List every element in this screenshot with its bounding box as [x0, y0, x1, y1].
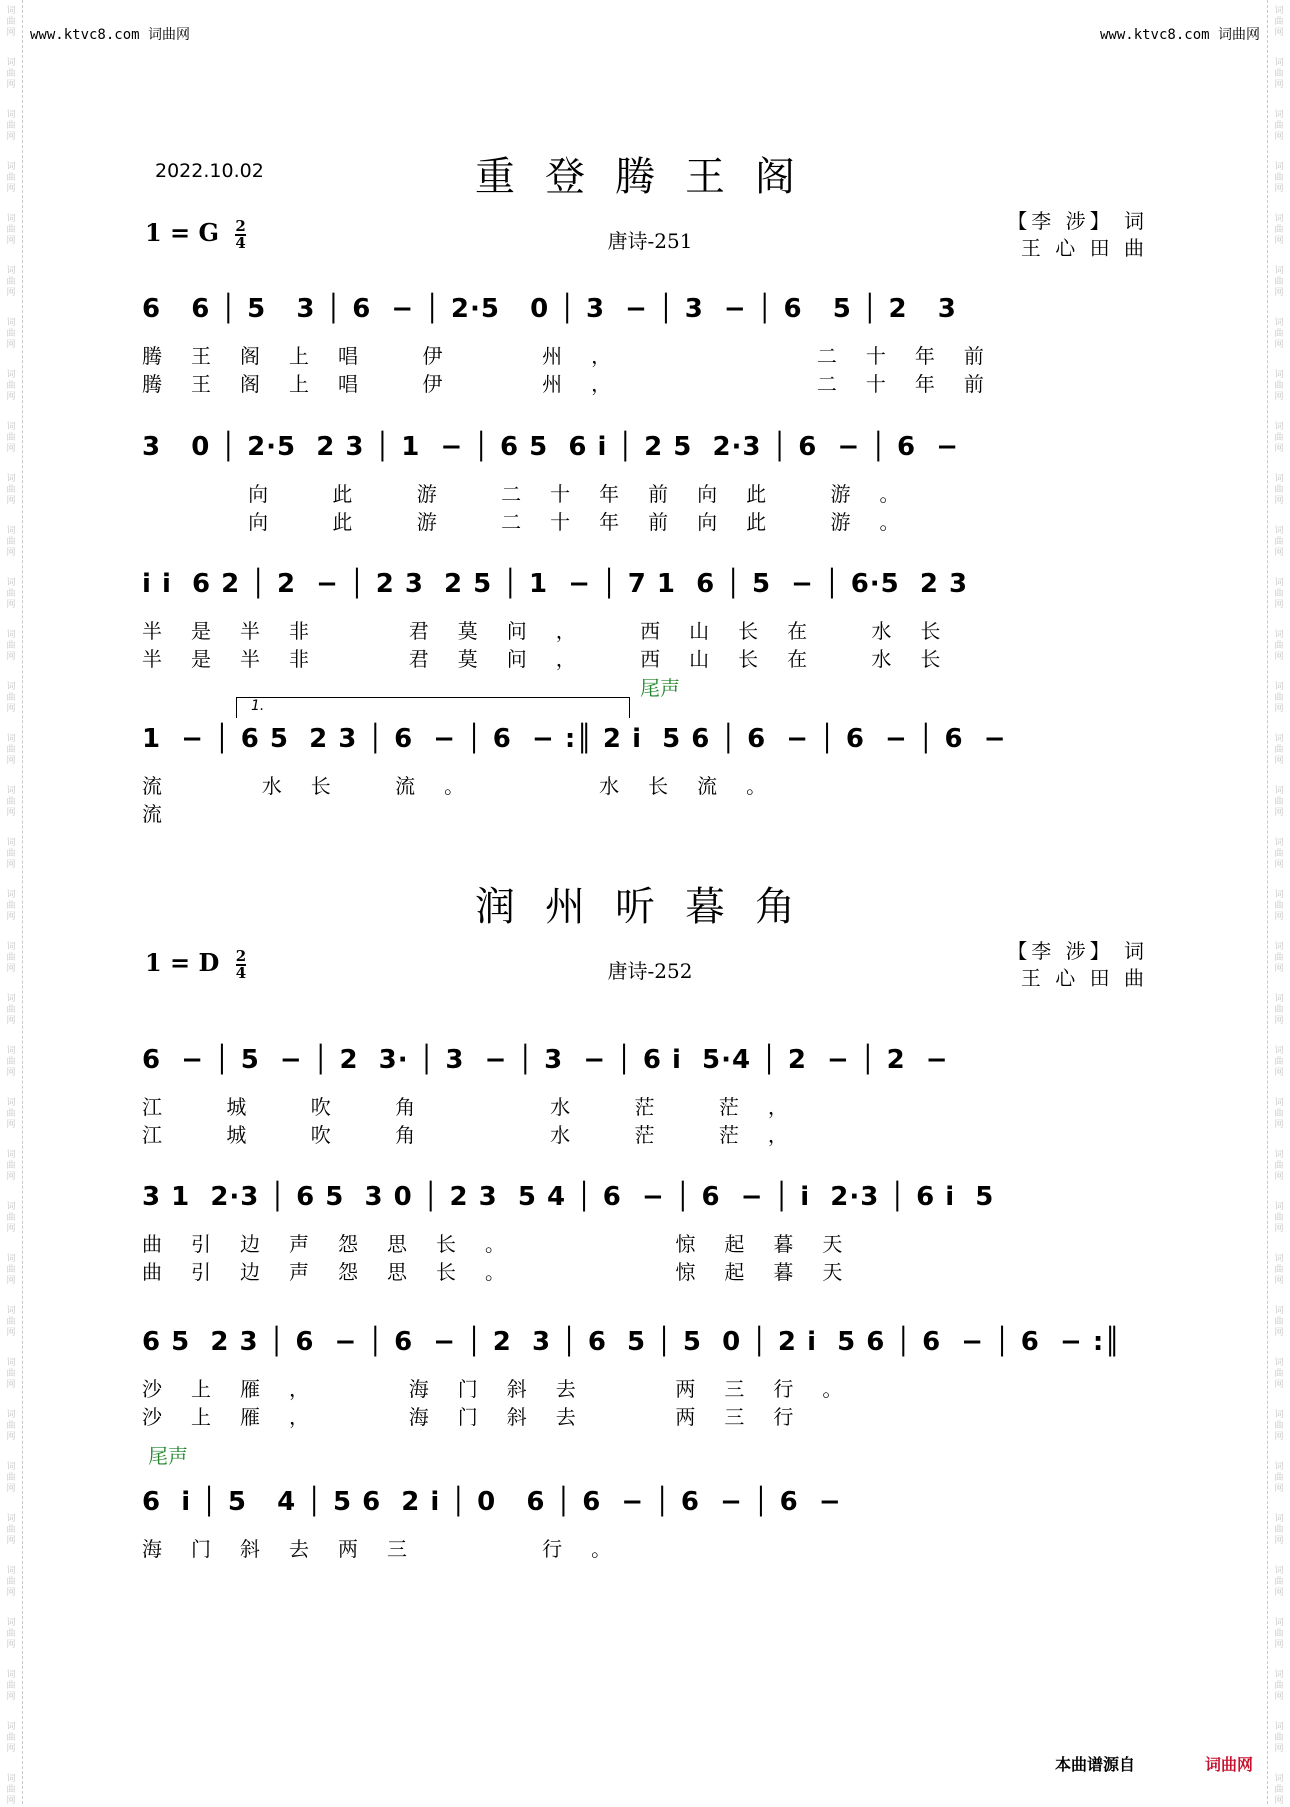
song2-credits [1007, 938, 1148, 992]
lyric-verse-1: 海门斜去两三 行。 [142, 1537, 641, 1561]
side-watermark-text: 词 曲 网 [6, 318, 16, 350]
song1-system-2 [142, 420, 1150, 534]
side-watermark-text: 词 曲 网 [1274, 110, 1284, 142]
lyric-verse-1: 流 水长 流。 水长流。 [142, 774, 796, 798]
song2-system-4 [142, 1475, 1150, 1561]
side-watermark-text: 词 曲 网 [6, 1566, 16, 1598]
song1-subtitle: 唐诗-251 [607, 229, 693, 253]
notes: 3 0 │ 2·5 2 3 │ 1 − │ 6 5 6 i │ 2 5 2·3 │ 6 − │ 6 − [142, 432, 959, 462]
side-watermark-text: 词 曲 网 [6, 214, 16, 246]
side-watermark-text: 词 曲 网 [1274, 526, 1284, 558]
song1-system-1 [142, 282, 1150, 396]
song1-lyricist: 【李 涉】 词 [1007, 209, 1148, 233]
side-watermark-text: 词 曲 网 [6, 1202, 16, 1234]
volta-number: 1. [251, 698, 265, 714]
side-watermark-text: 词 曲 网 [6, 630, 16, 662]
side-watermark-text: 词 曲 网 [1274, 1306, 1284, 1338]
lyric-verse-2: 向 此 游 二十年前向此 游。 [142, 510, 929, 534]
side-watermark-text: 词 曲 网 [6, 994, 16, 1026]
side-watermark-text: 词 曲 网 [6, 890, 16, 922]
notes: 6 − │ 5 − │ 2 3· │ 3 − │ 3 − │ 6 i 5·4 │ 2 − │ 2 − [142, 1045, 949, 1075]
lyric-verse-2: 腾王阁上唱 伊 州， 二十年前 [142, 372, 1013, 396]
side-watermark-text: 词 曲 网 [1274, 942, 1284, 974]
side-watermark-text: 词 曲 网 [6, 1306, 16, 1338]
side-watermark-text: 词 曲 网 [1274, 994, 1284, 1026]
side-watermark-text: 词 曲 网 [6, 1774, 16, 1806]
song2-title: 润州听暮角 [475, 884, 825, 930]
side-watermark-text: 词 曲 网 [1274, 1514, 1284, 1546]
lyric-verse-2: 曲引边声怨思长。 惊起暮天 [142, 1260, 872, 1284]
notes: 6 5 2 3 │ 6 − │ 6 − │ 2 3 │ 6 5 │ 5 0 │ 2 i 5 6 │ 6 − │ 6 − :║ [142, 1327, 1121, 1357]
staff-line [142, 1170, 1150, 1228]
side-watermark-text: 词 曲 网 [6, 1462, 16, 1494]
song1-title: 重登腾王阁 [475, 154, 825, 200]
side-watermark-text: 词 曲 网 [1274, 162, 1284, 194]
side-watermark-text: 词 曲 网 [1274, 1566, 1284, 1598]
song2-time-signature [235, 946, 247, 982]
song2-composer: 王 心 田 曲 [1020, 966, 1148, 990]
song2-key-signature [145, 948, 246, 981]
footer-source-site[interactable]: 词曲网 [1205, 1755, 1254, 1774]
time-numerator: 2 [235, 216, 246, 235]
side-watermark-text: 词 曲 网 [1274, 1358, 1284, 1390]
song1-time-signature [235, 216, 246, 252]
side-watermark-text: 词 曲 网 [6, 786, 16, 818]
lyric-verse-1: 江 城 吹 角 水 茫 茫， [142, 1095, 817, 1119]
song2-system-2 [142, 1170, 1150, 1284]
side-watermark-text: 词 曲 网 [1274, 1462, 1284, 1494]
side-watermark-text: 词 曲 网 [6, 1670, 16, 1702]
side-watermark-text: 词 曲 网 [1274, 734, 1284, 766]
left-watermark-strip [0, 0, 23, 1804]
side-watermark-text: 词 曲 网 [1274, 474, 1284, 506]
notes: 6 6 │ 5 3 │ 6 − │ 2·5 0 │ 3 − │ 3 − │ 6 5 │ 2 3 [142, 294, 957, 324]
side-watermark-text: 词 曲 网 [6, 1254, 16, 1286]
notes: i i 6 2 │ 2 − │ 2 3 2 5 │ 1 − │ 7 1 6 │ 5 − │ 6·5 2 3 [142, 569, 969, 599]
side-watermark-text: 词 曲 网 [1274, 1254, 1284, 1286]
staff-line [142, 420, 1150, 478]
song2-lyricist: 【李 涉】 词 [1007, 939, 1148, 963]
right-watermark-strip [1267, 0, 1290, 1804]
side-watermark-text: 词 曲 网 [1274, 1202, 1284, 1234]
side-watermark-text: 词 曲 网 [6, 1722, 16, 1754]
side-watermark-text: 词 曲 网 [6, 370, 16, 402]
side-watermark-text: 词 曲 网 [6, 6, 16, 38]
song1-key-signature [145, 218, 246, 251]
side-watermark-text: 词 曲 网 [6, 474, 16, 506]
song1-coda-label: 尾声 [640, 676, 680, 700]
staff-line [142, 1475, 1150, 1533]
side-watermark-text: 词 曲 网 [1274, 1618, 1284, 1650]
side-watermark-text: 词 曲 网 [1274, 890, 1284, 922]
notes: 1 − │ 6 5 2 3 │ 6 − │ 6 − :║ 2 i 5 6 │ 6 − │ 6 − │ 6 − [142, 724, 1007, 754]
footer-source-label: 本曲谱源自 [1055, 1755, 1136, 1774]
side-watermark-text: 词 曲 网 [1274, 266, 1284, 298]
side-watermark-text: 词 曲 网 [6, 1618, 16, 1650]
side-watermark-text: 词 曲 网 [6, 266, 16, 298]
side-watermark-text: 词 曲 网 [1274, 578, 1284, 610]
time-numerator: 2 [235, 946, 247, 965]
side-watermark-text: 词 曲 网 [1274, 370, 1284, 402]
side-watermark-text: 词 曲 网 [1274, 838, 1284, 870]
side-watermark-text: 词 曲 网 [6, 838, 16, 870]
lyric-verse-1: 向 此 游 二十年前向此 游。 [142, 482, 929, 506]
side-watermark-text: 词 曲 网 [1274, 214, 1284, 246]
side-watermark-text: 词 曲 网 [1274, 1670, 1284, 1702]
side-watermark-text: 词 曲 网 [6, 110, 16, 142]
staff-line [142, 1315, 1150, 1373]
song2-subtitle: 唐诗-252 [607, 959, 693, 983]
song1-key: 1 = G [145, 218, 220, 247]
lyric-verse-1: 沙上雁， 海门斜去 两三行。 [142, 1377, 872, 1401]
side-watermark-text: 词 曲 网 [1274, 1150, 1284, 1182]
side-watermark-text: 词 曲 网 [1274, 682, 1284, 714]
staff-line [142, 1033, 1150, 1091]
side-watermark-text: 词 曲 网 [1274, 1722, 1284, 1754]
side-watermark-text: 词 曲 网 [6, 1046, 16, 1078]
notes: 3 1 2·3 │ 6 5 3 0 │ 2 3 5 4 │ 6 − │ 6 − │ i 2·3 │ 6 i 5 [142, 1182, 995, 1212]
side-watermark-text: 词 曲 网 [6, 734, 16, 766]
side-watermark-text: 词 曲 网 [1274, 1774, 1284, 1806]
song2-coda-label: 尾声 [148, 1444, 188, 1468]
side-watermark-text: 词 曲 网 [6, 162, 16, 194]
lyric-verse-2: 江 城 吹 角 水 茫 茫， [142, 1123, 817, 1147]
song2-system-1 [142, 1033, 1150, 1147]
side-watermark-text: 词 曲 网 [6, 526, 16, 558]
notes: 6 i │ 5 4 │ 5 6 2 i │ 0 6 │ 6 − │ 6 − │ 6 − [142, 1487, 842, 1517]
staff-line [142, 282, 1150, 340]
staff-line [142, 712, 1150, 770]
date: 2022.10.02 [155, 160, 264, 182]
song2-key: 1 = D [145, 948, 220, 977]
time-denominator: 4 [235, 233, 246, 252]
side-watermark-text: 词 曲 网 [1274, 1098, 1284, 1130]
side-watermark-text: 词 曲 网 [6, 1410, 16, 1442]
side-watermark-text: 词 曲 网 [6, 942, 16, 974]
lyric-verse-2: 沙上雁， 海门斜去 两三行 [142, 1405, 823, 1429]
side-watermark-text: 词 曲 网 [1274, 630, 1284, 662]
side-watermark-text: 词 曲 网 [1274, 58, 1284, 90]
side-watermark-text: 词 曲 网 [1274, 786, 1284, 818]
lyric-verse-1: 腾王阁上唱 伊 州， 二十年前 [142, 344, 1013, 368]
header-site-right[interactable]: www.ktvc8.com 词曲网 [1099, 27, 1260, 43]
side-watermark-text: 词 曲 网 [1274, 6, 1284, 38]
side-watermark-text: 词 曲 网 [1274, 422, 1284, 454]
song1-credits [1007, 208, 1148, 262]
side-watermark-text: 词 曲 网 [1274, 1046, 1284, 1078]
side-watermark-text: 词 曲 网 [1274, 318, 1284, 350]
side-watermark-text: 词 曲 网 [6, 682, 16, 714]
side-watermark-text: 词 曲 网 [1274, 1410, 1284, 1442]
staff-line [142, 557, 1150, 615]
song1-composer: 王 心 田 曲 [1020, 236, 1148, 260]
song1-system-4 [142, 712, 1150, 826]
lyric-verse-2: 流 [142, 802, 191, 826]
song2-system-3 [142, 1315, 1150, 1429]
side-watermark-text: 词 曲 网 [6, 1098, 16, 1130]
side-watermark-text: 词 曲 网 [6, 422, 16, 454]
lyric-verse-1: 曲引边声怨思长。 惊起暮天 [142, 1232, 872, 1256]
song1-system-3 [142, 557, 1150, 671]
side-watermark-text: 词 曲 网 [6, 578, 16, 610]
lyric-verse-1: 半是半非 君莫问， 西山长在 水长 [142, 619, 970, 643]
side-watermark-text: 词 曲 网 [6, 1358, 16, 1390]
header-site-left[interactable]: www.ktvc8.com 词曲网 [30, 27, 191, 43]
side-watermark-text: 词 曲 网 [6, 58, 16, 90]
side-watermark-text: 词 曲 网 [6, 1514, 16, 1546]
time-denominator: 4 [235, 963, 247, 982]
side-watermark-text: 词 曲 网 [6, 1150, 16, 1182]
lyric-verse-2: 半是半非 君莫问， 西山长在 水长 [142, 647, 970, 671]
